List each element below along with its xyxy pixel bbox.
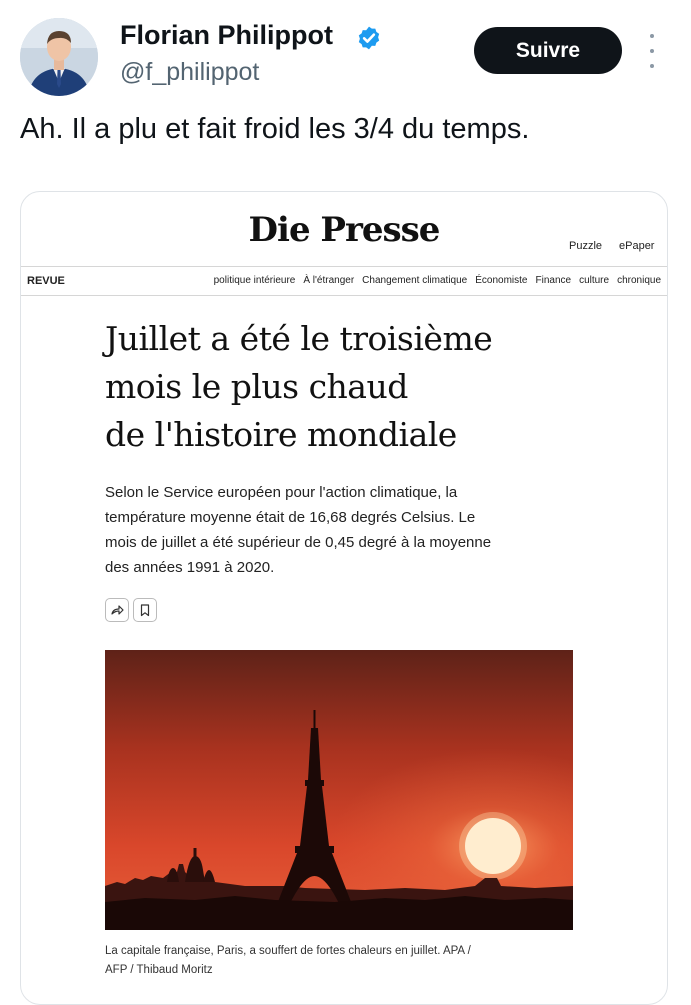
avatar-photo [20,18,98,96]
verified-badge-icon [356,25,382,51]
avatar[interactable] [20,18,98,96]
article-actions [105,598,157,622]
section-nav [21,266,667,296]
epaper-link[interactable]: ePaper [619,240,655,252]
caption-line: La capitale française, Paris, a souffert de fortes chaleurs en juillet. APA / [105,945,471,957]
share-icon[interactable] [105,598,129,622]
nav-items [214,275,661,286]
nav-item[interactable]: Finance [535,275,572,286]
tweet-header [0,0,691,110]
publication-logo: Die Presse [248,210,440,250]
article-lead [105,480,575,580]
nav-item[interactable]: Économiste [475,275,528,286]
lead-line: des années 1991 à 2020. [105,559,275,576]
nav-item[interactable]: culture [579,275,610,286]
nav-item[interactable]: politique intérieure [213,275,296,286]
article-card[interactable] [20,191,668,1005]
headline-line: Juillet a été le troisième [105,319,493,358]
lead-line: mois de juillet a été supérieur de 0,45 degré à la moyenne [105,534,492,551]
tweet-text: Ah. Il a plu et fait froid les 3/4 du temps. [20,113,530,145]
author-handle[interactable]: @f_philippot [120,58,260,86]
bookmark-icon[interactable] [133,598,157,622]
article-photo[interactable] [105,650,573,930]
eiffel-sunset-image [105,650,573,930]
masthead [21,192,667,262]
photo-caption [105,942,575,980]
headline-line: de l'histoire mondiale [105,415,457,454]
follow-button[interactable]: Suivre [474,27,622,74]
nav-item[interactable]: À l'étranger [303,275,355,286]
lead-line: Selon le Service européen pour l'action climatique, la [105,484,458,501]
more-dots-icon[interactable] [640,34,664,68]
caption-line: AFP / Thibaud Moritz [105,964,213,976]
headline-line: mois le plus chaud [105,367,408,406]
author-name[interactable]: Florian Philippot [120,20,333,50]
nav-item[interactable]: chronique [617,275,661,286]
puzzle-link[interactable]: Puzzle [569,240,603,252]
nav-section-label[interactable]: REVUE [27,275,65,287]
article-headline [105,315,605,459]
nav-item[interactable]: Changement climatique [362,275,468,286]
lead-line: température moyenne était de 16,68 degrés Celsius. Le [105,509,476,526]
